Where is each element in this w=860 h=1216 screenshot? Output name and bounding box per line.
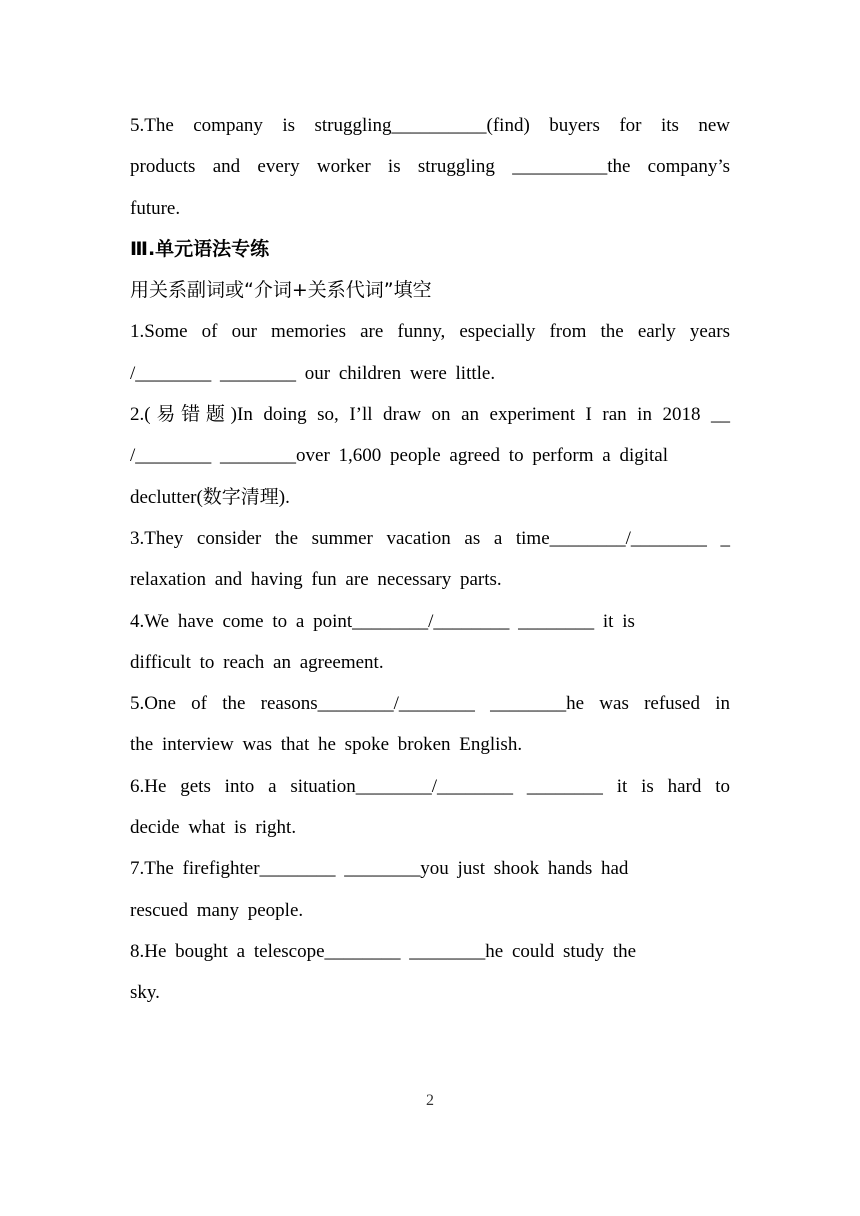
text-line: 6.He gets into a situation________/________ ________ it is hard to [130,775,730,797]
text-line: products and every worker is struggling __________the company’s [130,156,730,178]
text-line: 1.Some of our memories are funny, especially from the early years [130,321,730,343]
text-line: 5.One of the reasons________/________ ________he was refused in [130,693,730,715]
text-line: rescued many people. [130,899,304,921]
text-line: decide what is right. [130,817,297,839]
document-body [130,105,730,1014]
text-line: 2.(易错题)In doing so, I’ll draw on an experiment I ran in 2018 __ [130,404,730,426]
text-line: 8.He bought a telescope________ ________he could study the [130,940,637,962]
text-line: declutter(数字清理). [130,486,290,508]
text-line: /________ ________over 1,600 people agreed to perform a digital [130,445,669,467]
exercise-instruction: 用关系副词或“介词+关系代词”填空 [130,279,432,302]
section-heading: Ⅲ.单元语法专练 [130,237,270,260]
text-line: relaxation and having fun are necessary parts. [130,569,502,591]
text-line: sky. [130,982,160,1004]
text-line: 5.The company is struggling__________(find) buyers for its new [130,115,730,136]
text-line: difficult to reach an agreement. [130,651,384,673]
page-number: 2 [426,1092,434,1109]
text-line: /________ ________ our children were little. [130,362,496,384]
text-line: 4.We have come to a point________/________ ________ it is [130,610,635,632]
text-line: 7.The firefighter________ ________you just shook hands had [130,858,629,880]
text-line: 3.They consider the summer vacation as a time________/________ _ [130,527,730,549]
text-line: future. [130,197,181,219]
text-line: the interview was that he spoke broken English. [130,734,523,756]
